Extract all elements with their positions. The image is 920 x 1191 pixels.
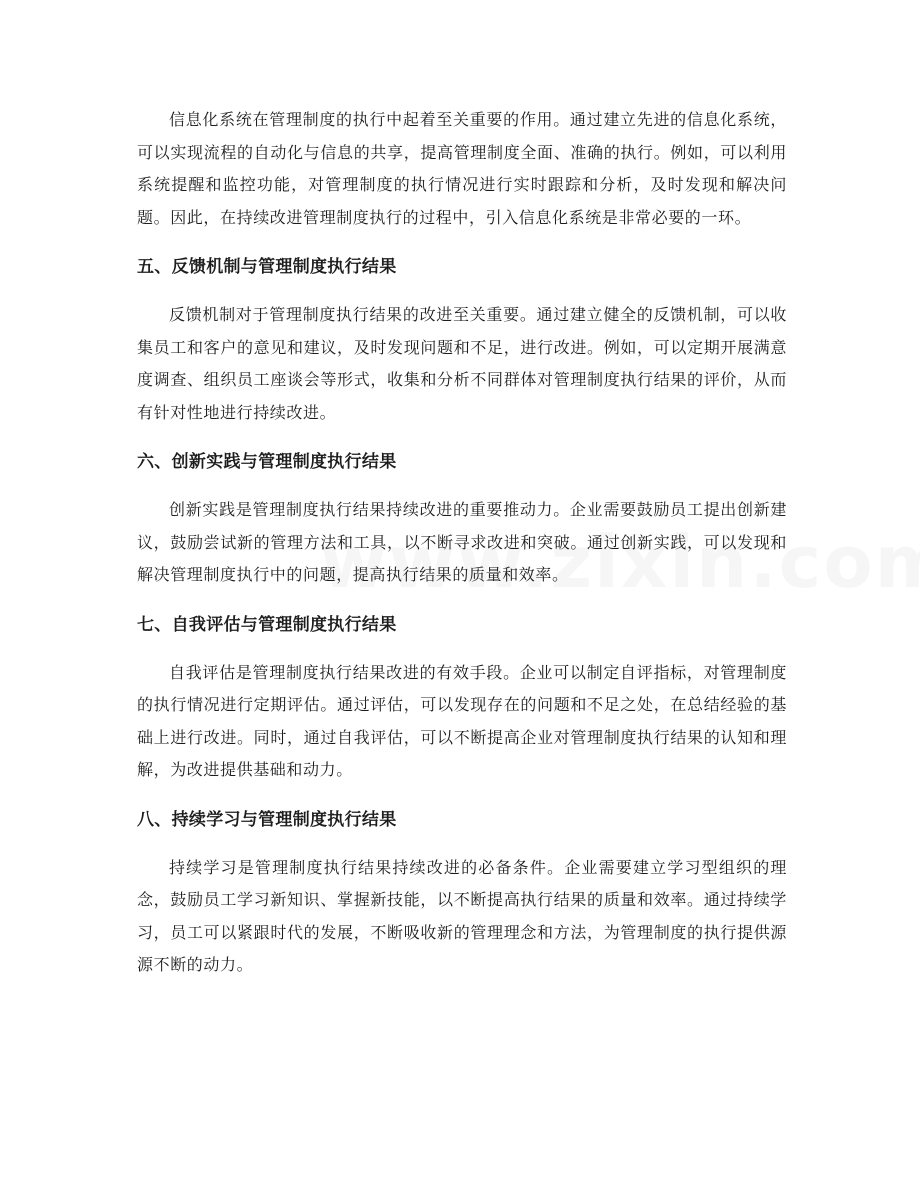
section-heading-feedback: 五、反馈机制与管理制度执行结果 <box>137 257 397 277</box>
section-body-learning: 持续学习是管理制度执行结果持续改进的必备条件。企业需要建立学习型组织的理念，鼓励员工学习新知识、掌握新技能，以不断提高执行结果的质量和效率。通过持续学习，员工可以紧跟时代的发展，不断吸收新的管理理念和方法，为管理制度的执行提供源源不断的动力。 <box>137 857 787 974</box>
section-body-self-assessment: 自我评估是管理制度执行结果改进的有效手段。企业可以制定自评指标，对管理制度的执行情况进行定期评估。通过评估，可以发现存在的问题和不足之处，在总结经验的基础上进行改进。同时，通过自我评估，可以不断提高企业对管理制度执行结果的认知和理解，为改进提供基础和动力。 <box>137 662 787 779</box>
section-heading-self-assessment: 七、自我评估与管理制度执行结果 <box>137 614 397 635</box>
section-heading-innovation: 六、创新实践与管理制度执行结果 <box>137 452 397 472</box>
document-content <box>137 104 787 982</box>
section-body-feedback: 反馈机制对于管理制度执行结果的改进至关重要。通过建立健全的反馈机制，可以收集员工和客户的意见和建议，及时发现问题和不足，进行改进。例如，可以定期开展满意度调查、组织员工座谈会等形式，收集和分析不同群体对管理制度执行结果的评价，从而有针对性地进行持续改进。 <box>137 305 787 422</box>
intro-paragraph: 信息化系统在管理制度的执行中起着至关重要的作用。通过建立先进的信息化系统，可以实现流程的自动化与信息的共享，提高管理制度全面、准确的执行。例如，可以利用系统提醒和监控功能，对管理制度的执行情况进行实时跟踪和分析，及时发现和解决问题。因此，在持续改进管理制度执行的过程中，引入信息化系统是非常必要的一环。 <box>137 110 787 227</box>
section-heading-learning: 八、持续学习与管理制度执行结果 <box>137 809 397 830</box>
section-body-innovation: 创新实践是管理制度执行结果持续改进的重要推动力。企业需要鼓励员工提出创新建议，鼓励尝试新的管理方法和工具，以不断寻求改进和突破。通过创新实践，可以发现和解决管理制度执行中的问题，提高执行结果的质量和效率。 <box>137 500 787 584</box>
